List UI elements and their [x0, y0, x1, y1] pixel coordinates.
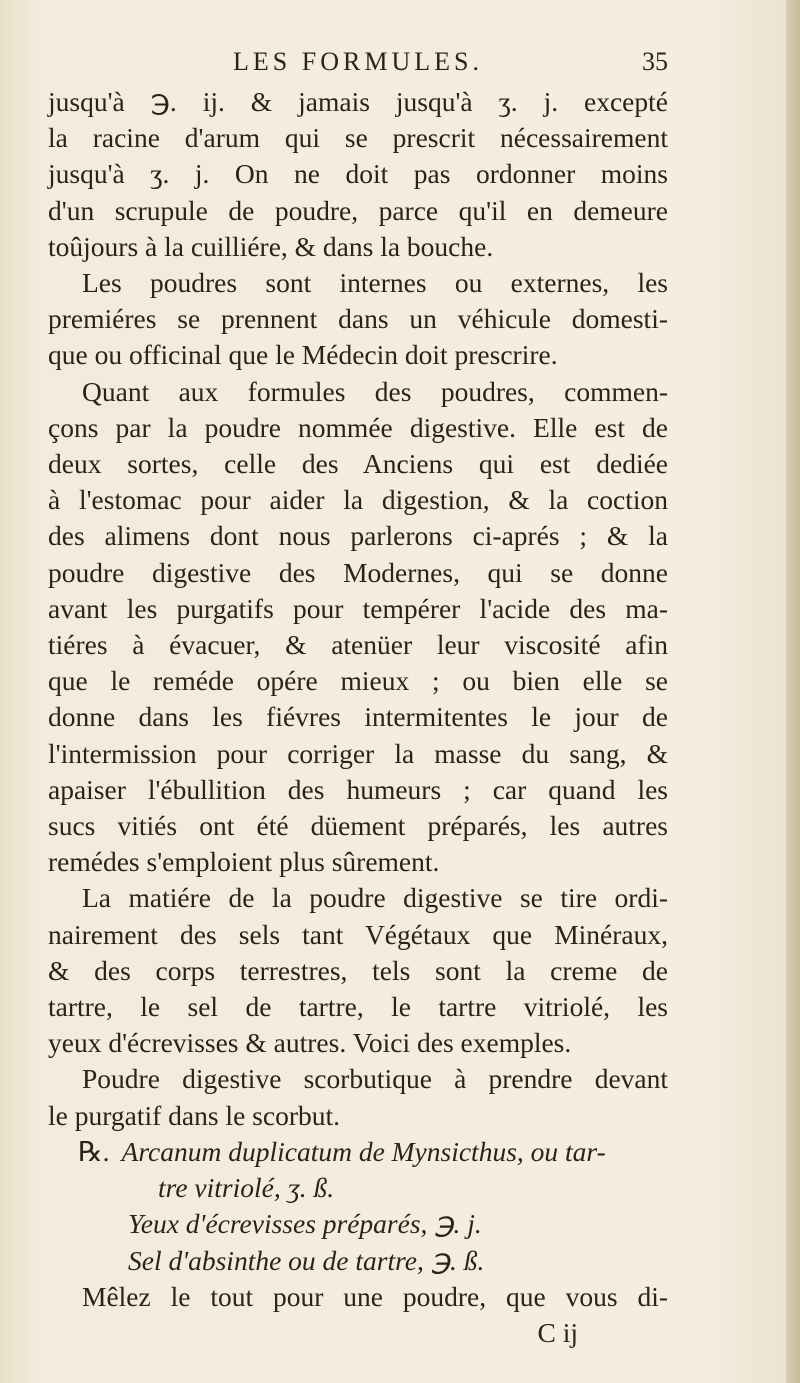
recipe-ingredient: Arcanum duplicatum de Mynsicthus, ou tar-: [121, 1135, 606, 1167]
text-line: Les poudres sont internes ou externes, les: [82, 267, 668, 299]
text-line: remédes s'emploient plus sûrement.: [48, 846, 440, 878]
text-line: jusqu'à ℈. ij. & jamais jusqu'à ʒ. j. excepté: [48, 86, 668, 117]
recipe-line: tre vitriolé, ʒ. ß.: [158, 1172, 335, 1204]
closing-line: Mêlez le tout pour une poudre, que vous di-: [82, 1280, 668, 1312]
text-line: apaiser l'ébullition des humeurs ; car quand les: [48, 773, 668, 805]
recipe-line: Sel d'absinthe ou de tartre, ℈. ß.: [128, 1244, 485, 1276]
recipe-line: Yeux d'écrevisses préparés, ℈. j.: [128, 1208, 482, 1240]
recipe-symbol: ℞.: [78, 1135, 110, 1167]
text-line: yeux d'écrevisses & autres. Voici des exemples.: [48, 1027, 572, 1059]
text-line: le purgatif dans le scorbut.: [48, 1099, 340, 1131]
text-line: tiéres à évacuer, & atenüer leur viscosité afin: [48, 629, 668, 661]
text-line: à l'estomac pour aider la digestion, & la coction: [48, 484, 668, 516]
text-line: Quant aux formules des poudres, commen-: [82, 375, 668, 407]
page-text: [48, 44, 668, 1351]
signature-mark: C ij: [537, 1316, 578, 1348]
page-edge: [786, 0, 800, 1383]
text-line: toûjours à la cuilliére, & dans la bouche.: [48, 230, 494, 262]
text-line: poudre digestive des Modernes, qui se donne: [48, 556, 668, 588]
running-header: [48, 44, 668, 84]
text-line: donne dans les fiévres intermitentes le jour de: [48, 701, 668, 733]
text-line: çons par la poudre nommée digestive. Elle est de: [48, 411, 668, 443]
text-line: deux sortes, celle des Anciens qui est dediée: [48, 448, 668, 480]
text-line: nairement des sels tant Végétaux que Minéraux,: [48, 918, 668, 950]
header-title: LES FORMULES.: [233, 47, 483, 76]
recipe-line: [78, 1134, 668, 1170]
text-line: premiéres se prennent dans un véhicule domesti-: [48, 303, 668, 335]
text-line: des alimens dont nous parlerons ci-aprés ; & la: [48, 520, 668, 552]
text-line: La matiére de la poudre digestive se tire ordi-: [82, 882, 668, 914]
text-line: & des corps terrestres, tels sont la creme de: [48, 954, 668, 986]
text-line: l'intermission pour corriger la masse du sang, &: [48, 737, 668, 769]
text-line: jusqu'à ʒ. j. On ne doit pas ordonner moins: [48, 158, 668, 190]
text-line: la racine d'arum qui se prescrit nécessairement: [48, 122, 668, 154]
text-line: d'un scrupule de poudre, parce qu'il en demeure: [48, 194, 668, 226]
text-line: que ou officinal que le Médecin doit prescrire.: [48, 339, 558, 371]
text-line: que le reméde opére mieux ; ou bien elle se: [48, 665, 668, 697]
text-line: sucs vitiés ont été düement préparés, les autres: [48, 810, 668, 842]
text-line: Poudre digestive scorbutique à prendre devant: [82, 1063, 668, 1095]
text-line: avant les purgatifs pour tempérer l'acide des ma-: [48, 592, 668, 624]
page-number: 35: [642, 47, 668, 76]
text-line: tartre, le sel de tartre, le tartre vitriolé, les: [48, 991, 668, 1023]
